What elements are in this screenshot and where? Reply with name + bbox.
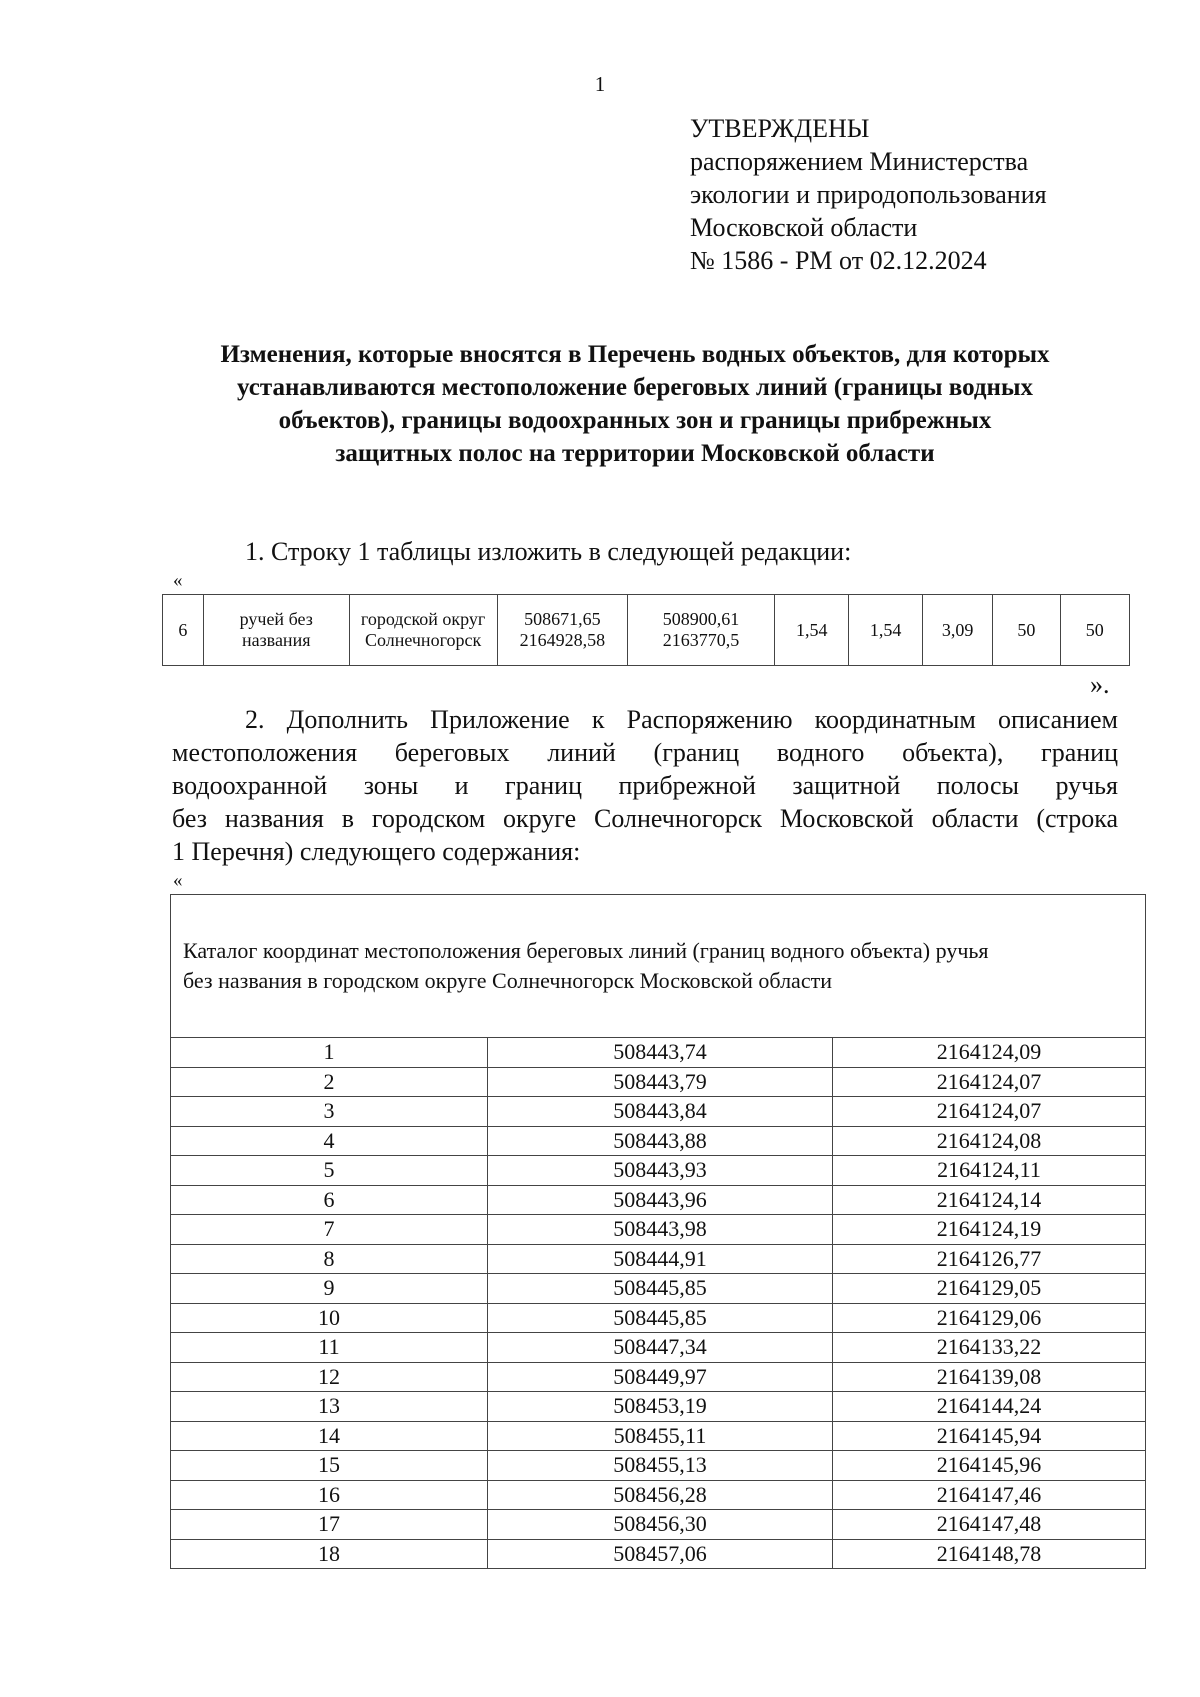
x-coordinate-cell: 508457,06 xyxy=(488,1539,833,1569)
x-coordinate-cell: 508445,85 xyxy=(488,1274,833,1304)
point-number-cell: 13 xyxy=(171,1392,488,1422)
point-number-cell: 2 xyxy=(171,1067,488,1097)
close-quote: ». xyxy=(1090,670,1110,699)
point-number-cell: 7 xyxy=(171,1215,488,1245)
point-number-cell: 14 xyxy=(171,1421,488,1451)
coordinate-2-x: 508900,61 xyxy=(662,609,740,629)
point-number-cell: 4 xyxy=(171,1126,488,1156)
table-row xyxy=(171,1303,1146,1333)
y-coordinate-cell: 2164124,09 xyxy=(833,1038,1146,1068)
x-coordinate-cell: 508456,30 xyxy=(488,1510,833,1540)
y-coordinate-cell: 2164129,05 xyxy=(833,1274,1146,1304)
catalog-title xyxy=(171,895,1146,1038)
y-coordinate-cell: 2164145,94 xyxy=(833,1421,1146,1451)
table-row xyxy=(171,1333,1146,1363)
y-coordinate-cell: 2164124,14 xyxy=(833,1185,1146,1215)
point-number-cell: 12 xyxy=(171,1362,488,1392)
document-title xyxy=(150,338,1120,470)
y-coordinate-cell: 2164139,08 xyxy=(833,1362,1146,1392)
point-number-cell: 11 xyxy=(171,1333,488,1363)
table-row xyxy=(171,1480,1146,1510)
point-number-cell: 8 xyxy=(171,1244,488,1274)
point-number-cell: 6 xyxy=(171,1185,488,1215)
x-coordinate-cell: 508443,84 xyxy=(488,1097,833,1127)
x-coordinate-cell: 508453,19 xyxy=(488,1392,833,1422)
paragraph-2 xyxy=(172,703,1118,868)
title-line: устанавливаются местоположение береговых линий (границы водных xyxy=(237,374,1033,401)
table-row xyxy=(171,1126,1146,1156)
x-coordinate-cell: 508444,91 xyxy=(488,1244,833,1274)
y-coordinate-cell: 2164147,46 xyxy=(833,1480,1146,1510)
table-row xyxy=(171,1362,1146,1392)
x-coordinate-cell: 508455,13 xyxy=(488,1451,833,1481)
x-coordinate-cell: 508443,79 xyxy=(488,1067,833,1097)
title-line: защитных полос на территории Московской области xyxy=(335,440,935,467)
approval-document-number: № 1586 - РМ от 02.12.2024 xyxy=(690,246,987,275)
point-number-cell: 9 xyxy=(171,1274,488,1304)
table-row xyxy=(171,1038,1146,1068)
y-coordinate-cell: 2164145,96 xyxy=(833,1451,1146,1481)
y-coordinate-cell: 2164147,48 xyxy=(833,1510,1146,1540)
value-cell: 50 xyxy=(993,595,1060,666)
paragraph-line: водоохранной зоны и границ прибрежной защитной полосы ручья xyxy=(172,771,1118,800)
row-number: 6 xyxy=(163,595,204,666)
y-coordinate-cell: 2164124,08 xyxy=(833,1126,1146,1156)
catalog-header-row xyxy=(171,895,1146,1038)
table-row xyxy=(171,1421,1146,1451)
x-coordinate-cell: 508443,98 xyxy=(488,1215,833,1245)
point-number-cell: 16 xyxy=(171,1480,488,1510)
approval-line: распоряжением Министерства xyxy=(690,147,1029,176)
approval-line: Московской области xyxy=(690,213,918,242)
title-line: Изменения, которые вносятся в Перечень водных объектов, для которых xyxy=(220,341,1050,368)
point-number-cell: 5 xyxy=(171,1156,488,1186)
x-coordinate-cell: 508456,28 xyxy=(488,1480,833,1510)
paragraph-line: местоположения береговых линий (границ водного объекта), границ xyxy=(172,738,1118,767)
y-coordinate-cell: 2164133,22 xyxy=(833,1333,1146,1363)
paragraph-1: 1. Строку 1 таблицы изложить в следующей редакции: xyxy=(245,537,852,566)
table-row xyxy=(171,1244,1146,1274)
y-coordinate-cell: 2164144,24 xyxy=(833,1392,1146,1422)
value-cell: 3,09 xyxy=(922,595,992,666)
x-coordinate-cell: 508449,97 xyxy=(488,1362,833,1392)
title-line: объектов), границы водоохранных зон и границы прибрежных xyxy=(278,407,992,434)
paragraph-line: без названия в городском округе Солнечногорск Московской области (строка xyxy=(172,804,1118,833)
page-number: 1 xyxy=(594,72,606,96)
x-coordinate-cell: 508455,11 xyxy=(488,1421,833,1451)
coordinate-2 xyxy=(628,595,775,666)
coordinate-1-x: 508671,65 xyxy=(524,609,601,629)
table-row xyxy=(171,1215,1146,1245)
y-coordinate-cell: 2164124,19 xyxy=(833,1215,1146,1245)
x-coordinate-cell: 508447,34 xyxy=(488,1333,833,1363)
table-row xyxy=(171,1510,1146,1540)
point-number-cell: 10 xyxy=(171,1303,488,1333)
table-row xyxy=(171,1156,1146,1186)
x-coordinate-cell: 508443,93 xyxy=(488,1156,833,1186)
catalog-title-line: Каталог координат местоположения береговых линий (границ водного объекта) ручья xyxy=(183,938,989,963)
y-coordinate-cell: 2164124,11 xyxy=(833,1156,1146,1186)
value-cell: 1,54 xyxy=(774,595,848,666)
paragraph-line: 2. Дополнить Приложение к Распоряжению координатным описанием xyxy=(245,705,1118,734)
coordinate-1 xyxy=(497,595,628,666)
value-cell: 1,54 xyxy=(849,595,922,666)
replacement-row-table xyxy=(162,594,1130,666)
x-coordinate-cell: 508443,74 xyxy=(488,1038,833,1068)
point-number-cell: 15 xyxy=(171,1451,488,1481)
table-row xyxy=(171,1185,1146,1215)
open-quote: « xyxy=(173,870,183,891)
table-row xyxy=(171,1392,1146,1422)
object-location: городской округ Солнечногорск xyxy=(349,595,497,666)
x-coordinate-cell: 508445,85 xyxy=(488,1303,833,1333)
coordinate-2-y: 2163770,5 xyxy=(662,630,740,650)
approval-block xyxy=(690,112,1047,277)
open-quote: « xyxy=(173,570,183,591)
point-number-cell: 18 xyxy=(171,1539,488,1569)
catalog-title-line: без названия в городском округе Солнечногорск Московской области xyxy=(183,968,832,993)
table-row xyxy=(171,1451,1146,1481)
point-number-cell: 3 xyxy=(171,1097,488,1127)
y-coordinate-cell: 2164129,06 xyxy=(833,1303,1146,1333)
x-coordinate-cell: 508443,96 xyxy=(488,1185,833,1215)
y-coordinate-cell: 2164148,78 xyxy=(833,1539,1146,1569)
coordinate-1-y: 2164928,58 xyxy=(519,630,606,650)
coordinate-catalog-table xyxy=(170,894,1146,1569)
approval-line: экологии и природопользования xyxy=(690,180,1047,209)
object-name: ручей без названия xyxy=(203,595,349,666)
table-row xyxy=(163,595,1130,666)
value-cell: 50 xyxy=(1060,595,1129,666)
table-row xyxy=(171,1274,1146,1304)
y-coordinate-cell: 2164126,77 xyxy=(833,1244,1146,1274)
point-number-cell: 1 xyxy=(171,1038,488,1068)
y-coordinate-cell: 2164124,07 xyxy=(833,1067,1146,1097)
paragraph-line: 1 Перечня) следующего содержания: xyxy=(172,837,581,866)
table-row xyxy=(171,1539,1146,1569)
y-coordinate-cell: 2164124,07 xyxy=(833,1097,1146,1127)
x-coordinate-cell: 508443,88 xyxy=(488,1126,833,1156)
approval-heading: УТВЕРЖДЕНЫ xyxy=(690,114,870,143)
table-row xyxy=(171,1067,1146,1097)
catalog-body xyxy=(171,1038,1146,1569)
table-row xyxy=(171,1097,1146,1127)
point-number-cell: 17 xyxy=(171,1510,488,1540)
